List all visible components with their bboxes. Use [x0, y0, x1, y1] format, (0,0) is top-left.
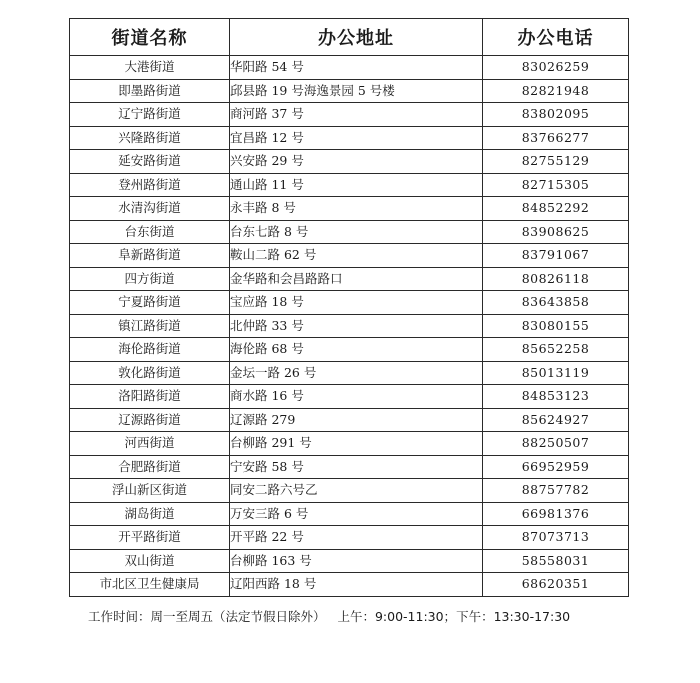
street-name-cell: 水清沟街道	[70, 197, 230, 221]
office-phone-cell: 66952959	[483, 455, 629, 479]
office-phone-cell: 83643858	[483, 291, 629, 315]
table-row	[70, 244, 629, 268]
office-address-cell: 华阳路 54 号	[230, 56, 483, 80]
office-phone-cell: 82821948	[483, 79, 629, 103]
table-row	[70, 502, 629, 526]
office-address-cell: 辽源路 279	[230, 408, 483, 432]
office-address-cell: 商河路 37 号	[230, 103, 483, 127]
office-phone-cell: 83080155	[483, 314, 629, 338]
office-phone-cell: 87073713	[483, 526, 629, 550]
table-row	[70, 361, 629, 385]
street-name-cell: 开平路街道	[70, 526, 230, 550]
table-row	[70, 408, 629, 432]
street-name-cell: 辽宁路街道	[70, 103, 230, 127]
table-row	[70, 573, 629, 597]
office-address-cell: 同安二路六号乙	[230, 479, 483, 503]
table-row	[70, 338, 629, 362]
office-phone-cell: 83791067	[483, 244, 629, 268]
table-row	[70, 173, 629, 197]
table-row	[70, 150, 629, 174]
street-name-cell: 海伦路街道	[70, 338, 230, 362]
street-name-cell: 湖岛街道	[70, 502, 230, 526]
office-address-cell: 开平路 22 号	[230, 526, 483, 550]
street-name-cell: 敦化路街道	[70, 361, 230, 385]
table-row	[70, 56, 629, 80]
office-address-cell: 邱县路 19 号海逸景园 5 号楼	[230, 79, 483, 103]
office-address-cell: 鞍山二路 62 号	[230, 244, 483, 268]
street-name-cell: 登州路街道	[70, 173, 230, 197]
office-address-cell: 金坛一路 26 号	[230, 361, 483, 385]
street-name-cell: 镇江路街道	[70, 314, 230, 338]
table-row	[70, 549, 629, 573]
working-hours-note	[88, 607, 648, 625]
street-name-cell: 辽源路街道	[70, 408, 230, 432]
table-row	[70, 126, 629, 150]
street-name-cell: 台东街道	[70, 220, 230, 244]
street-name-cell: 兴隆路街道	[70, 126, 230, 150]
office-address-cell: 宁安路 58 号	[230, 455, 483, 479]
hours-afternoon: 下午：13:30-17:30	[456, 609, 571, 624]
hours-label: 工作时间：	[88, 609, 151, 624]
street-name-cell: 阜新路街道	[70, 244, 230, 268]
table-row	[70, 314, 629, 338]
office-phone-cell: 83026259	[483, 56, 629, 80]
office-phone-cell: 82715305	[483, 173, 629, 197]
office-address-cell: 宝应路 18 号	[230, 291, 483, 315]
table-row	[70, 79, 629, 103]
office-phone-cell: 84852292	[483, 197, 629, 221]
office-phone-cell: 85624927	[483, 408, 629, 432]
table-header-row	[70, 19, 629, 56]
table-body	[70, 56, 629, 597]
office-address-cell: 海伦路 68 号	[230, 338, 483, 362]
office-phone-cell: 83766277	[483, 126, 629, 150]
street-name-cell: 双山街道	[70, 549, 230, 573]
table-row	[70, 526, 629, 550]
office-phone-cell: 84853123	[483, 385, 629, 409]
office-phone-cell: 80826118	[483, 267, 629, 291]
office-address-cell: 台柳路 163 号	[230, 549, 483, 573]
office-phone-cell: 88250507	[483, 432, 629, 456]
office-phone-cell: 85652258	[483, 338, 629, 362]
hours-days: 周一至周五（法定节假日除外）	[150, 609, 326, 624]
header-street-name: 街道名称	[70, 19, 230, 56]
table-row	[70, 455, 629, 479]
table-row	[70, 220, 629, 244]
office-phone-cell: 58558031	[483, 549, 629, 573]
office-address-cell: 辽阳西路 18 号	[230, 573, 483, 597]
street-name-cell: 洛阳路街道	[70, 385, 230, 409]
street-name-cell: 即墨路街道	[70, 79, 230, 103]
street-name-cell: 市北区卫生健康局	[70, 573, 230, 597]
table-row	[70, 291, 629, 315]
street-name-cell: 宁夏路街道	[70, 291, 230, 315]
office-phone-cell: 83802095	[483, 103, 629, 127]
office-address-cell: 兴安路 29 号	[230, 150, 483, 174]
office-phone-cell: 83908625	[483, 220, 629, 244]
table-row	[70, 479, 629, 503]
street-name-cell: 四方街道	[70, 267, 230, 291]
office-address-cell: 台柳路 291 号	[230, 432, 483, 456]
header-office-phone: 办公电话	[483, 19, 629, 56]
office-phone-cell: 85013119	[483, 361, 629, 385]
table-row	[70, 267, 629, 291]
office-address-cell: 永丰路 8 号	[230, 197, 483, 221]
table-row	[70, 103, 629, 127]
table-row	[70, 432, 629, 456]
street-name-cell: 河西街道	[70, 432, 230, 456]
office-phone-cell: 66981376	[483, 502, 629, 526]
header-office-address: 办公地址	[230, 19, 483, 56]
table-row	[70, 385, 629, 409]
table-row	[70, 197, 629, 221]
office-phone-cell: 82755129	[483, 150, 629, 174]
office-phone-cell: 88757782	[483, 479, 629, 503]
office-address-cell: 万安三路 6 号	[230, 502, 483, 526]
office-address-cell: 金华路和会昌路路口	[230, 267, 483, 291]
office-address-cell: 宜昌路 12 号	[230, 126, 483, 150]
street-name-cell: 大港街道	[70, 56, 230, 80]
office-directory-table	[69, 18, 629, 597]
street-name-cell: 浮山新区街道	[70, 479, 230, 503]
office-address-cell: 台东七路 8 号	[230, 220, 483, 244]
office-address-cell: 通山路 11 号	[230, 173, 483, 197]
office-phone-cell: 68620351	[483, 573, 629, 597]
street-name-cell: 合肥路街道	[70, 455, 230, 479]
office-address-cell: 商水路 16 号	[230, 385, 483, 409]
street-name-cell: 延安路街道	[70, 150, 230, 174]
office-address-cell: 北仲路 33 号	[230, 314, 483, 338]
hours-morning: 上午：9:00-11:30；	[337, 609, 457, 624]
